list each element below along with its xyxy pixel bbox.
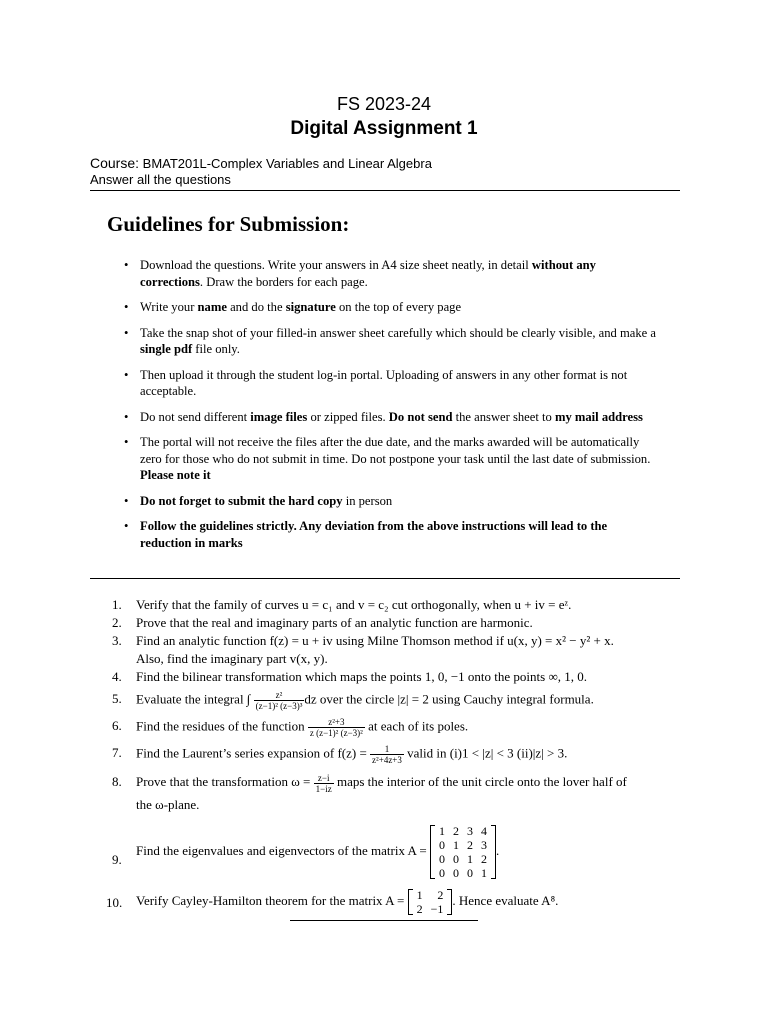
matrix-entry: 1 [466, 851, 473, 866]
question-2 [112, 614, 682, 632]
matrix-entry: 3 [466, 823, 473, 838]
question-10 [106, 887, 682, 916]
questions-list [106, 596, 682, 916]
guideline-text: Do not send different [140, 409, 251, 424]
question-text: Prove that the transformation ω = [136, 774, 311, 789]
question-text: Find an analytic function f(z) = u + iv using Milne Thomson method if u(x, y) = x² − y² + x. [136, 633, 614, 648]
question-text-end: dz over the circle |z| = 2 using Cauchy integral formula. [304, 691, 594, 707]
guideline-item [124, 325, 659, 358]
question-7 [112, 744, 682, 765]
question-4 [112, 668, 682, 686]
guideline-item [124, 367, 659, 400]
matrix-entry: 2 [480, 851, 487, 866]
question-text-end: . Hence evaluate A⁸. [452, 892, 559, 908]
guidelines-title: Guidelines for Submission: [107, 212, 350, 236]
guideline-text: in person [342, 493, 393, 508]
question-5 [112, 690, 682, 711]
question-number: 3. [112, 633, 122, 648]
matrix-entry: 1 [438, 823, 445, 838]
guideline-text: Download the questions. Write your answers in A4 size sheet neatly, in detail [140, 258, 532, 272]
guideline-emphasis: image files [250, 409, 308, 424]
guideline-item [124, 434, 659, 484]
guideline-text: the answer sheet to [452, 409, 555, 424]
question-6 [112, 717, 682, 738]
guideline-emphasis: signature [285, 300, 336, 314]
instruction-text: Answer all the questions [90, 172, 231, 187]
question-text-continued: the ω-plane. [136, 796, 200, 812]
matrix-entry: 2 [416, 901, 423, 916]
guideline-item [124, 518, 659, 551]
question-text-end: . [495, 842, 500, 858]
question-9 [112, 824, 682, 880]
question-number: 10. [106, 894, 123, 910]
matrix-2x2 [408, 888, 453, 916]
guideline-emphasis: Do not send [388, 409, 453, 424]
guideline-emphasis: Follow the guidelines strictly. Any deviation from the above instructions will lead to the reduction in marks [140, 519, 608, 550]
question-text: Find the residues of the function [136, 718, 305, 734]
guideline-text: or zipped files. [307, 409, 389, 424]
denominator: 1−iz [315, 783, 332, 794]
matrix-entry: 2 [466, 837, 473, 852]
function-fraction [370, 744, 404, 765]
numerator: 1 [384, 744, 390, 754]
header-divider [90, 190, 680, 191]
end-line [290, 920, 478, 921]
guideline-emphasis: Do not forget to submit the hard copy [140, 493, 343, 508]
question-text-end: at each of its poles. [368, 718, 469, 734]
question-text: Evaluate the integral ∫ [136, 691, 251, 707]
course-label: Course: [90, 155, 140, 171]
numerator: z² [275, 690, 283, 700]
guideline-item [124, 299, 659, 316]
question-text: Find the Laurent’s series expansion of f(z) = [136, 745, 367, 761]
guideline-text: Then upload it through the student log-in portal. Uploading of answers in any other format is not acceptable. [140, 367, 628, 398]
question-1 [112, 596, 682, 614]
guideline-emphasis: my mail address [554, 409, 643, 424]
guideline-text: . Draw the borders for each page. [199, 274, 368, 289]
numerator: z−i [317, 772, 330, 783]
matrix-entry: 0 [438, 837, 445, 852]
guideline-text: The portal will not receive the files after the due date, and the marks awarded will be automatically zero for those who do not submit in time. Do not postpone your task until the last date of submission. [140, 435, 651, 466]
matrix-4x4 [430, 824, 496, 880]
question-number: 2. [112, 615, 122, 630]
guidelines-divider [90, 578, 680, 579]
matrix-entry: 4 [480, 823, 487, 838]
matrix-entry: 1 [416, 887, 423, 902]
function-fraction [308, 717, 365, 738]
matrix-entry: 2 [452, 823, 459, 838]
guideline-text: Write your [140, 300, 198, 314]
question-number: 9. [112, 851, 122, 867]
question-number: 6. [112, 718, 122, 733]
question-text: Verify that the family of curves u = c₁ and v = c₂ cut orthogonally, when u + iv = eᶻ. [136, 597, 572, 612]
guideline-item [124, 257, 659, 290]
semester-label: FS 2023-24 [336, 94, 432, 114]
denominator: (z−1)² (z−3)³ [255, 701, 303, 711]
question-text: Find the eigenvalues and eigenvectors of the matrix A = [136, 842, 427, 858]
course-line [90, 155, 432, 171]
guideline-text: on the top of every page [335, 300, 462, 314]
matrix-entry: 0 [452, 851, 459, 866]
guideline-item [124, 493, 659, 510]
guideline-text: file only. [192, 342, 240, 356]
integrand-fraction [254, 690, 305, 711]
assignment-title: Digital Assignment 1 [290, 118, 478, 139]
transformation-fraction [314, 773, 334, 794]
matrix-entry: 0 [452, 865, 459, 880]
question-text: Prove that the real and imaginary parts of an analytic function are harmonic. [136, 615, 533, 630]
guideline-item [124, 409, 659, 426]
guideline-emphasis: without any corrections [140, 258, 596, 289]
matrix-entry: 1 [480, 865, 487, 880]
matrix-entry: 0 [466, 865, 473, 880]
denominator: z (z−1)² (z−3)² [309, 728, 363, 738]
guideline-emphasis: single pdf [140, 342, 193, 356]
question-text: Verify Cayley-Hamilton theorem for the matrix A = [136, 892, 405, 908]
question-number: 5. [112, 691, 122, 706]
question-3 [112, 632, 682, 668]
matrix-entry: 3 [480, 837, 487, 852]
question-text-end: valid in (i)1 < |z| < 3 (ii)|z| > 3. [407, 745, 568, 761]
matrix-entry: 1 [452, 837, 459, 852]
question-text-continued: Also, find the imaginary part v(x, y). [136, 651, 328, 666]
question-8 [112, 771, 682, 816]
guideline-emphasis: Please note it [140, 468, 211, 482]
matrix-entry: 0 [438, 865, 445, 880]
matrix-entry: −1 [430, 901, 444, 916]
question-number: 1. [112, 597, 122, 612]
question-number: 7. [112, 745, 122, 760]
numerator: z²+3 [328, 717, 345, 727]
guideline-text: and do the [226, 300, 286, 314]
question-number: 8. [112, 774, 122, 789]
matrix-entry: 0 [438, 851, 445, 866]
question-text: Find the bilinear transformation which maps the points 1, 0, −1 onto the points ∞, 1, 0. [136, 669, 587, 684]
course-value: BMAT201L-Complex Variables and Linear Algebra [139, 156, 432, 171]
matrix-entry: 2 [437, 887, 444, 902]
question-number: 4. [112, 669, 122, 684]
question-text-end: maps the interior of the unit circle onto the lover half of [336, 774, 627, 789]
guidelines-list [124, 257, 659, 560]
guideline-text: Take the snap shot of your filled-in answer sheet carefully which should be clearly visible, and make a [140, 325, 656, 340]
guideline-emphasis: name [197, 300, 227, 314]
denominator: z²+4z+3 [372, 755, 402, 765]
